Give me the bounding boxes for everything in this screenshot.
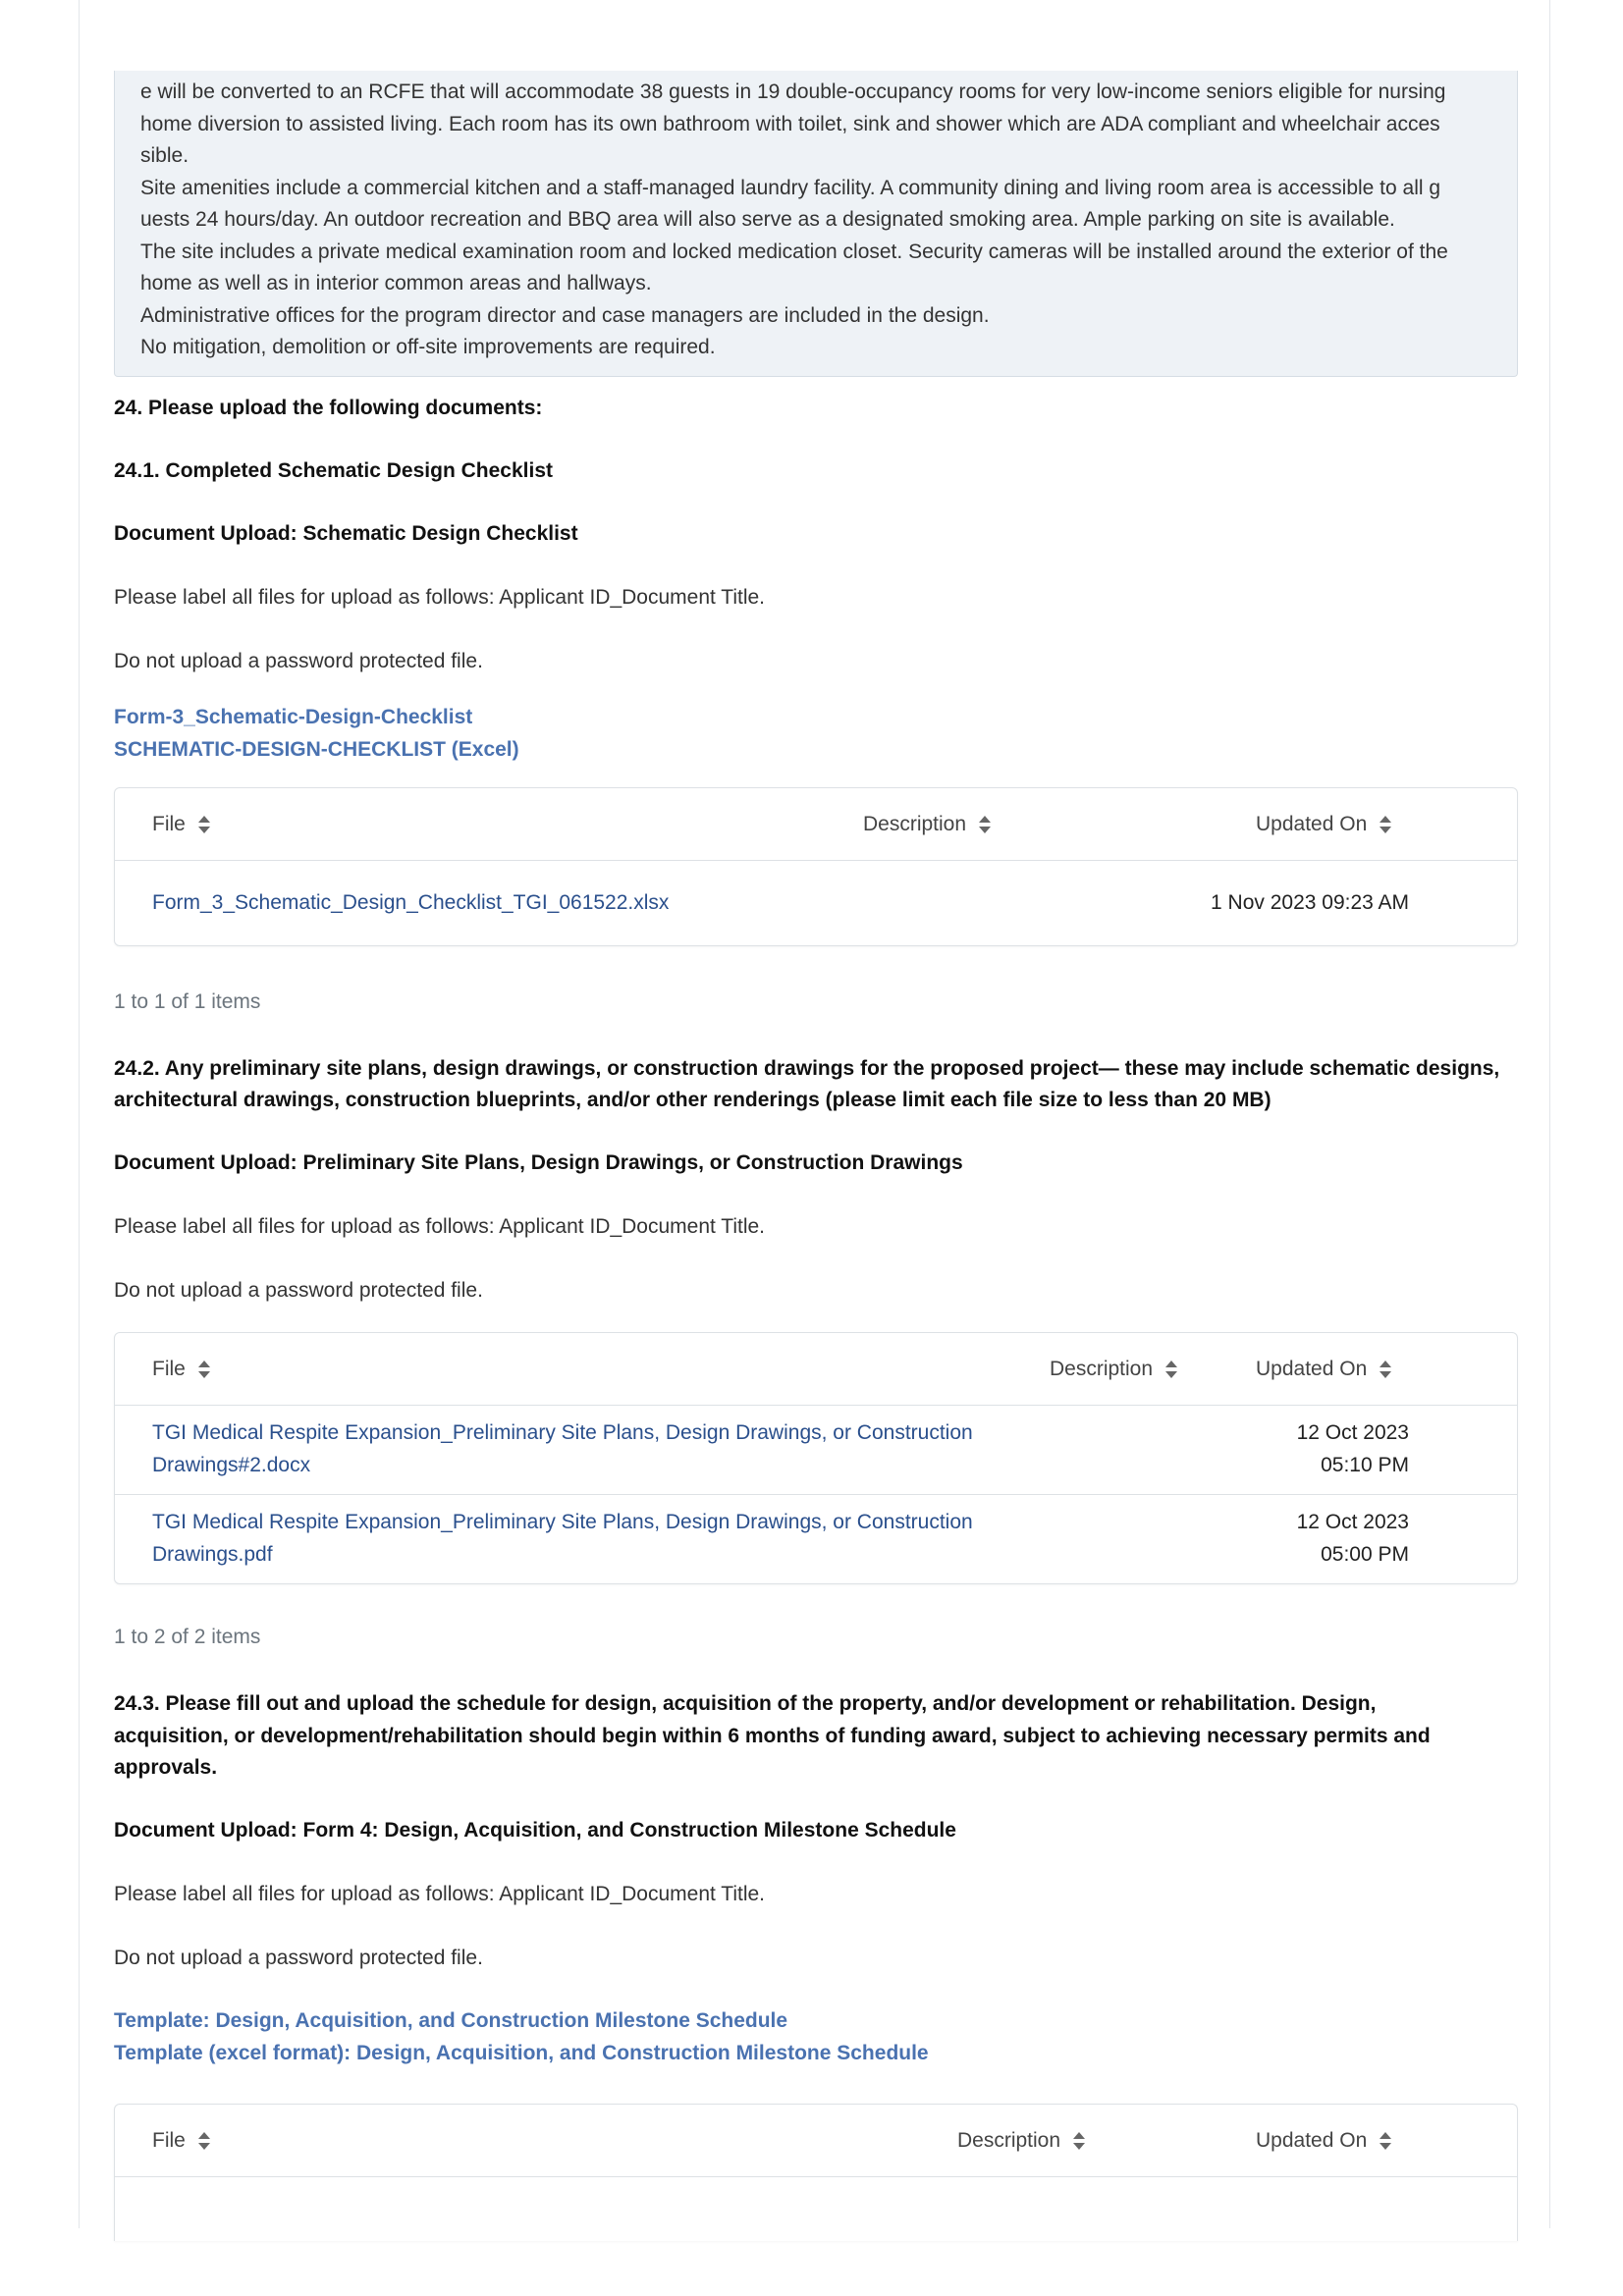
- updated-date: 12 Oct 2023: [1296, 1511, 1409, 1533]
- file-link[interactable]: Form_3_Schematic_Design_Checklist_TGI_061522.xlsx: [152, 891, 670, 914]
- description-column-header[interactable]: [863, 788, 990, 860]
- file-header-label: File: [152, 812, 186, 835]
- file-name-line: Drawings#2.docx: [152, 1453, 311, 1476]
- password-note: Do not upload a password protected file.: [114, 1279, 483, 1302]
- question-24-3-title-cont: approvals.: [114, 1756, 218, 1779]
- updated-on-column-header[interactable]: [1256, 1333, 1390, 1405]
- answer-line: No mitigation, demolition or off-site improvements are required.: [140, 336, 716, 358]
- question-24-2-title-cont: architectural drawings, construction blueprints, and/or other renderings (please limit each file size to less than 20 MB): [114, 1089, 1271, 1111]
- file-table-24-3: [114, 2104, 1518, 2241]
- description-header-label: Description: [1050, 1357, 1154, 1380]
- sort-icon: [978, 816, 990, 833]
- updated-on-cell: 1 Nov 2023 09:23 AM: [1211, 891, 1409, 914]
- answer-line: sible.: [140, 144, 189, 167]
- file-name-line: TGI Medical Respite Expansion_Preliminary Site Plans, Design Drawings, or Construction: [152, 1421, 973, 1444]
- table-header: [115, 1333, 1517, 1406]
- question-24-1-title: 24.1. Completed Schematic Design Checklist: [114, 459, 553, 482]
- sort-icon: [197, 2132, 209, 2150]
- table-row: [115, 1495, 1517, 1583]
- label-instruction: Please label all files for upload as follows: Applicant ID_Document Title.: [114, 1883, 766, 1905]
- answer-line: Administrative offices for the program director and case managers are included in the design.: [140, 303, 990, 327]
- file-link[interactable]: [152, 1417, 973, 1481]
- upload-label-24-3: Document Upload: Form 4: Design, Acquisition, and Construction Milestone Schedule: [114, 1819, 956, 1842]
- updated-time: 05:10 PM: [1321, 1453, 1409, 1476]
- sort-icon: [1072, 2132, 1084, 2150]
- file-column-header[interactable]: [152, 1333, 209, 1405]
- question-24-3-title: 24.3. Please fill out and upload the schedule for design, acquisition of the property, and/or development or rehabilitation. Design,: [114, 1692, 1377, 1715]
- project-description-answer: [114, 71, 1518, 377]
- file-table-24-1: [114, 787, 1518, 946]
- description-column-header[interactable]: [1050, 1333, 1176, 1405]
- question-24-3-title-cont: acquisition, or development/rehabilitation should begin within 6 months of funding award, subject to achieving necessary permits and: [114, 1725, 1431, 1747]
- label-instruction: Please label all files for upload as follows: Applicant ID_Document Title.: [114, 1215, 766, 1238]
- updated-on-column-header[interactable]: [1256, 788, 1390, 860]
- items-count-24-2: 1 to 2 of 2 items: [114, 1626, 261, 1648]
- file-column-header[interactable]: [152, 788, 209, 860]
- schematic-checklist-excel-link[interactable]: SCHEMATIC-DESIGN-CHECKLIST (Excel): [114, 738, 519, 761]
- description-column-header[interactable]: [957, 2105, 1084, 2176]
- sort-icon: [197, 1361, 209, 1378]
- description-header-label: Description: [863, 812, 967, 835]
- updated-on-header-label: Updated On: [1256, 1357, 1368, 1380]
- sort-icon: [1379, 1361, 1390, 1378]
- sort-icon: [1379, 2132, 1390, 2150]
- password-note: Do not upload a password protected file.: [114, 650, 483, 672]
- table-header: [115, 2105, 1517, 2177]
- milestone-template-excel-link[interactable]: Template (excel format): Design, Acquisition, and Construction Milestone Schedule: [114, 2042, 929, 2064]
- file-header-label: File: [152, 2128, 186, 2152]
- password-note: Do not upload a password protected file.: [114, 1947, 483, 1969]
- sort-icon: [1379, 816, 1390, 833]
- schematic-checklist-link[interactable]: Form-3_Schematic-Design-Checklist: [114, 706, 473, 728]
- updated-on-cell: [1297, 1417, 1409, 1481]
- answer-line: The site includes a private medical examination room and locked medication closet. Security cameras will be installed around the exterior of the: [140, 240, 1448, 263]
- file-table-24-2: [114, 1332, 1518, 1584]
- upload-label-24-2: Document Upload: Preliminary Site Plans, Design Drawings, or Construction Drawings: [114, 1151, 963, 1174]
- table-row: [115, 1406, 1517, 1495]
- label-instruction: Please label all files for upload as follows: Applicant ID_Document Title.: [114, 586, 766, 609]
- file-column-header[interactable]: [152, 2105, 209, 2176]
- file-name-line: Drawings.pdf: [152, 1542, 273, 1566]
- answer-line: Site amenities include a commercial kitchen and a staff-managed laundry facility. A community dining and living room area is accessible to all g: [140, 176, 1441, 199]
- updated-on-column-header[interactable]: [1256, 2105, 1390, 2176]
- table-header: [115, 788, 1517, 861]
- answer-line: e will be converted to an RCFE that will accommodate 38 guests in 19 double-occupancy rooms for very low-income seniors eligible for nursing: [140, 80, 1446, 103]
- updated-on-cell: [1297, 1507, 1409, 1571]
- updated-time: 05:00 PM: [1321, 1542, 1409, 1566]
- file-header-label: File: [152, 1357, 186, 1380]
- question-24-2-title: 24.2. Any preliminary site plans, design drawings, or construction drawings for the proposed project— these may include schematic designs,: [114, 1057, 1500, 1080]
- table-row: [115, 861, 1517, 945]
- updated-date: 12 Oct 2023: [1296, 1421, 1409, 1444]
- sort-icon: [1164, 1361, 1176, 1378]
- items-count-24-1: 1 to 1 of 1 items: [114, 990, 261, 1013]
- sort-icon: [197, 816, 209, 833]
- upload-label-24-1: Document Upload: Schematic Design Checklist: [114, 522, 578, 545]
- file-link[interactable]: [152, 1507, 973, 1571]
- answer-line: home diversion to assisted living. Each room has its own bathroom with toilet, sink and shower which are ADA compliant and wheelchair acces: [140, 112, 1440, 135]
- answer-line: uests 24 hours/day. An outdoor recreation and BBQ area will also serve as a designated smoking area. Ample parking on site is available.: [140, 208, 1395, 231]
- updated-on-header-label: Updated On: [1256, 812, 1368, 835]
- description-header-label: Description: [957, 2128, 1061, 2152]
- file-name-line: TGI Medical Respite Expansion_Preliminary Site Plans, Design Drawings, or Construction: [152, 1511, 973, 1533]
- question-24-title: 24. Please upload the following documents:: [114, 397, 543, 419]
- milestone-template-link[interactable]: Template: Design, Acquisition, and Construction Milestone Schedule: [114, 2009, 788, 2032]
- answer-line: home as well as in interior common areas and hallways.: [140, 272, 652, 294]
- updated-on-header-label: Updated On: [1256, 2128, 1368, 2152]
